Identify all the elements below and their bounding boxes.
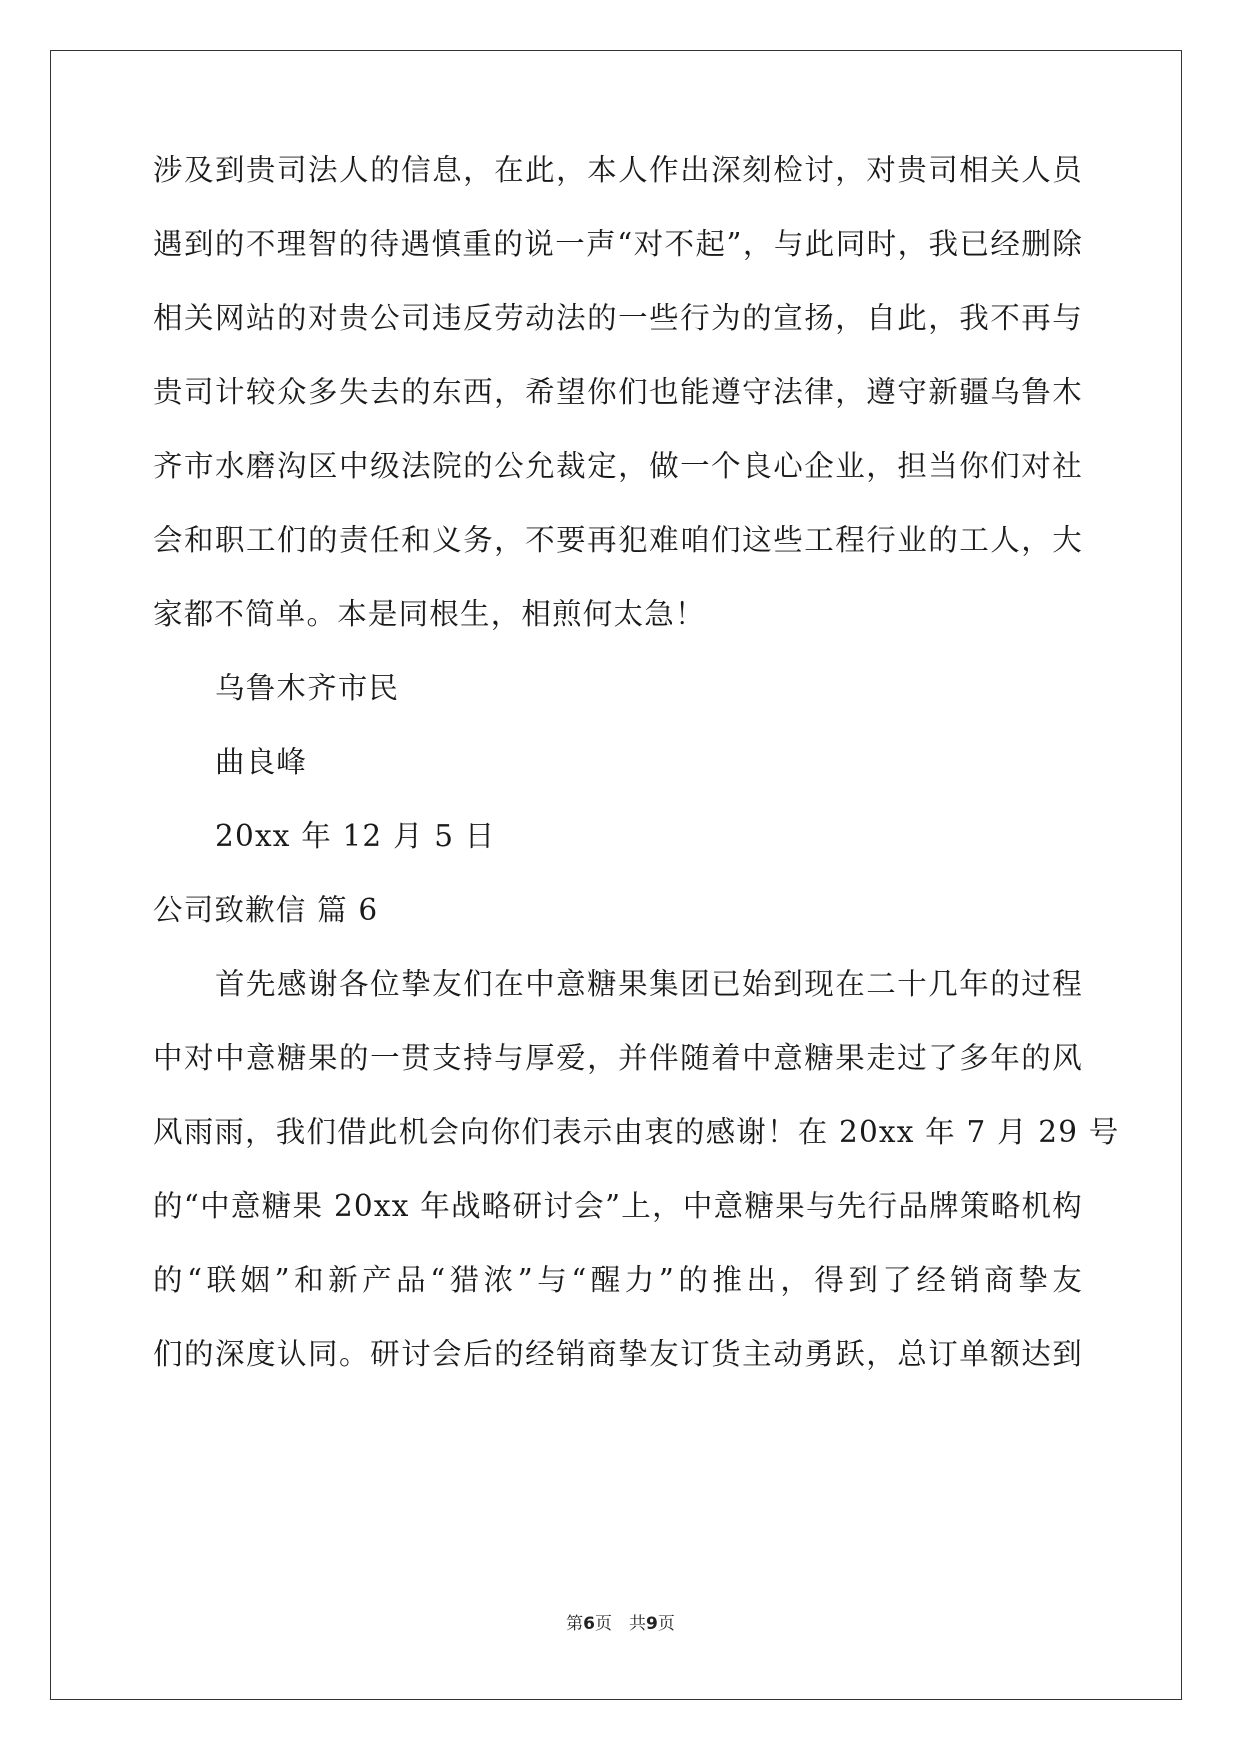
signature-name: 曲良峰 — [215, 745, 308, 779]
paragraph-line: 家都不简单。本是同根生，相煎何太急！ — [153, 597, 706, 631]
paragraph-line: 贵司计较众多失去的东西，希望你们也能遵守法律，遵守新疆乌鲁木 — [153, 375, 1083, 409]
paragraph-line: 涉及到贵司法人的信息，在此，本人作出深刻检讨，对贵司相关人员 — [153, 153, 1083, 187]
paragraph-line: 相关网站的对贵公司违反劳动法的一些行为的宣扬，自此，我不再与 — [153, 301, 1083, 335]
paragraph-line: 首先感谢各位挚友们在中意糖果集团已始到现在二十几年的过程 — [215, 967, 1083, 1001]
paragraph-line: 中对中意糖果的一贯支持与厚爱，并伴随着中意糖果走过了多年的风 — [153, 1041, 1083, 1075]
page-current-number: 6 — [583, 1614, 595, 1634]
paragraph-line: 们的深度认同。研讨会后的经销商挚友订货主动勇跃，总订单额达到 — [153, 1337, 1083, 1371]
page-total-number: 9 — [646, 1614, 658, 1634]
page-footer — [0, 1612, 1241, 1636]
page-suffix: 页 — [657, 1614, 675, 1634]
paragraph-line: 齐市水磨沟区中级法院的公允裁定，做一个良心企业，担当你们对社 — [153, 449, 1083, 483]
paragraph-line: 会和职工们的责任和义务，不要再犯难咱们这些工程行业的工人，大 — [153, 523, 1083, 557]
paragraph-line: 遇到的不理智的待遇慎重的说一声“对不起”，与此同时，我已经删除 — [153, 227, 1083, 261]
paragraph-line: 的“联姻”和新产品“猎浓”与“醒力”的推出，得到了经销商挚友 — [153, 1263, 1083, 1297]
signature-date: 20xx 年 12 月 5 日 — [215, 819, 496, 853]
paragraph-line: 的“中意糖果 20xx 年战略研讨会”上，中意糖果与先行品牌策略机构 — [153, 1189, 1083, 1223]
signature-affiliation: 乌鲁木齐市民 — [215, 671, 400, 705]
page-prefix: 第 — [566, 1614, 584, 1634]
section-heading: 公司致歉信 篇 6 — [153, 893, 379, 927]
page-mid: 页 共 — [595, 1614, 646, 1634]
paragraph-line: 风雨雨，我们借此机会向你们表示由衷的感谢！在 20xx 年 7 月 29 号 — [153, 1115, 1120, 1149]
